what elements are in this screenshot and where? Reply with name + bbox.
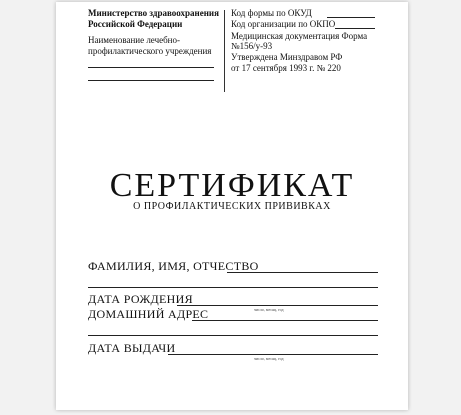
address-label: ДОМАШНИЙ АДРЕС	[88, 307, 209, 321]
header-divider	[224, 10, 225, 92]
full-name-input-line-2[interactable]	[88, 287, 378, 288]
approved-label: Утверждена Минздравом РФ	[231, 52, 343, 62]
ministry-line-2: Российской Федерации	[88, 19, 183, 29]
institution-line-2: профилактического учреждения	[88, 46, 212, 56]
med-doc-label: Медицинская документация Форма	[231, 31, 368, 41]
okpo-code-line[interactable]	[335, 28, 375, 29]
certificate-subtitle: О ПРОФИЛАКТИЧЕСКИХ ПРИВИВКАХ	[133, 201, 331, 212]
birth-date-hint: число, месяц, год	[254, 307, 284, 312]
approval-date: от 17 сентября 1993 г. № 220	[231, 63, 341, 73]
issue-date-hint: число, месяц, год	[254, 356, 284, 361]
institution-blank-line-1[interactable]	[88, 67, 214, 68]
institution-line-1: Наименование лечебно-	[88, 35, 180, 45]
okud-label: Код формы по ОКУД	[231, 8, 312, 18]
form-number: №156/у-93	[231, 41, 273, 51]
certificate-title: СЕРТИФИКАТ	[109, 167, 355, 204]
address-input-line-2[interactable]	[88, 335, 378, 336]
full-name-label: ФАМИЛИЯ, ИМЯ, ОТЧЕСТВО	[88, 259, 259, 273]
issue-date-input-line[interactable]	[168, 354, 378, 355]
institution-blank-line-2[interactable]	[88, 80, 214, 81]
full-name-input-line[interactable]	[227, 272, 378, 273]
birth-date-input-line[interactable]	[177, 305, 378, 306]
okpo-label: Код организации по ОКПО	[231, 19, 336, 29]
ministry-line-1: Министерство здравоохранения	[88, 8, 219, 18]
address-input-line[interactable]	[192, 320, 378, 321]
birth-date-label: ДАТА РОЖДЕНИЯ	[88, 292, 193, 306]
certificate-page	[56, 2, 408, 410]
okud-code-line[interactable]	[327, 17, 375, 18]
issue-date-label: ДАТА ВЫДАЧИ	[88, 341, 176, 355]
